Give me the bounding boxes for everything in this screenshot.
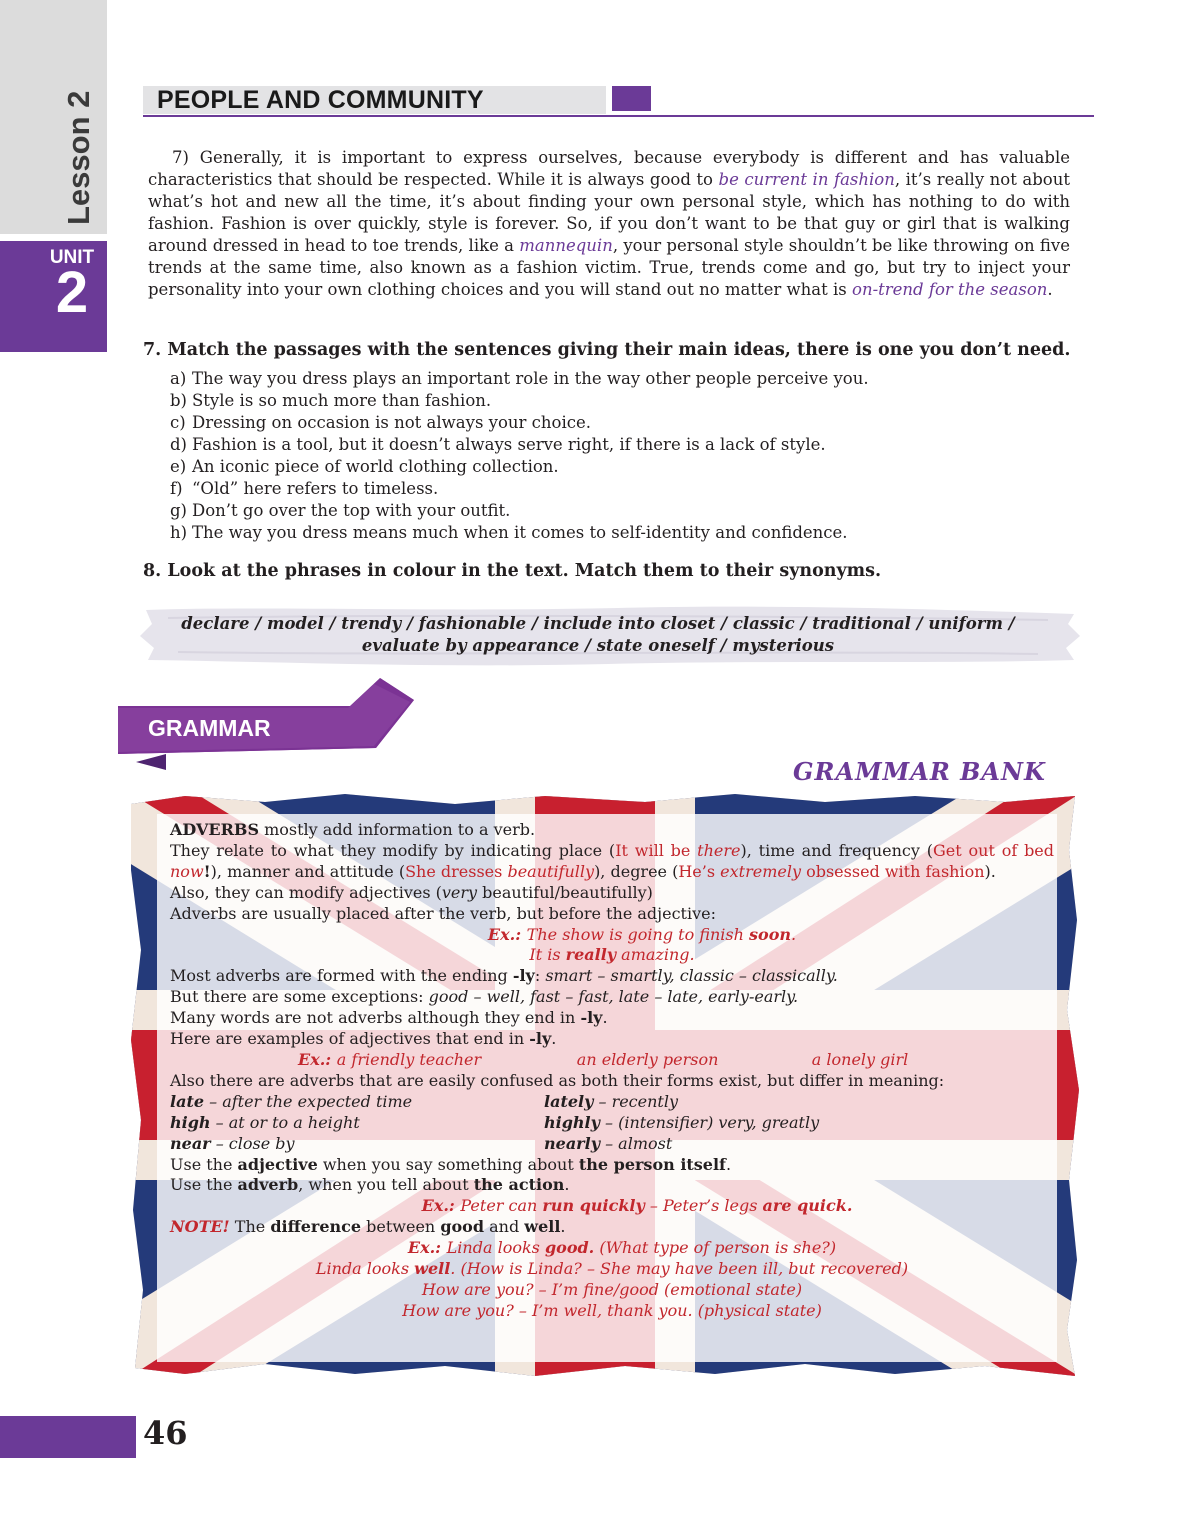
word-bank-line: evaluate by appearance / state oneself / mysterious	[361, 636, 835, 655]
term: nearly	[544, 1133, 600, 1153]
list-item	[170, 368, 869, 390]
example: (What type of person is she?)	[594, 1238, 837, 1258]
option-text: Dressing on occasion is not always your choice.	[192, 413, 592, 432]
ex-label: Ex.:	[407, 1238, 447, 1258]
text: Use the	[170, 1175, 238, 1195]
example: beautifully	[507, 861, 595, 881]
option-letter: d)	[170, 435, 187, 454]
word-bank	[143, 613, 1053, 657]
word-bank-line: declare / model / trendy / fashionable / include into closet / classic / traditional / uniform /	[181, 614, 1015, 633]
text: – almost	[599, 1133, 673, 1153]
text: ).	[984, 861, 996, 881]
term: highly	[544, 1112, 600, 1132]
list-item	[170, 478, 869, 500]
exercise-7-options	[170, 368, 869, 544]
text: – recently	[593, 1091, 678, 1111]
text: smart – smartly, classic – classically.	[545, 966, 838, 986]
highlight-phrase: be current in fashion	[718, 170, 895, 189]
grammar-bank-text	[170, 820, 1054, 1322]
unit-badge	[0, 241, 107, 352]
text: adverb	[237, 1175, 299, 1195]
example: Get out of bed	[933, 840, 1055, 860]
example: well	[414, 1259, 451, 1279]
lesson-label: Lesson 2	[61, 90, 96, 225]
example: a lonely girl	[811, 1049, 909, 1069]
text: -ly	[512, 966, 535, 986]
text: Also there are adverbs that are easily confused as both their forms exist, but differ in meaning:	[170, 1070, 945, 1090]
option-text: An iconic piece of world clothing collection.	[192, 457, 559, 476]
example: How are you? – I’m well, thank you. (physical state)	[402, 1300, 822, 1320]
example: amazing.	[616, 945, 695, 965]
list-item	[170, 434, 869, 456]
example: – Peter’s legs	[644, 1196, 763, 1216]
text: – close by	[210, 1133, 295, 1153]
example: .	[791, 924, 797, 944]
text: very	[441, 882, 478, 902]
option-text: “Old” here refers to timeless.	[192, 479, 439, 498]
text: the person itself	[578, 1154, 726, 1174]
example: there	[697, 840, 741, 860]
example: obsessed with fashion	[801, 861, 985, 881]
text: when you say something about	[317, 1154, 579, 1174]
text: the action	[473, 1175, 565, 1195]
example: extremely	[720, 861, 801, 881]
example: really	[565, 945, 617, 965]
example: How are you? – I’m fine/good (emotional state)	[421, 1279, 803, 1299]
footer-bar	[0, 1416, 136, 1458]
text: – at or to a height	[210, 1112, 360, 1132]
text: Most adverbs are formed with the ending	[170, 966, 513, 986]
option-letter: c)	[170, 413, 186, 432]
example: a friendly teacher	[336, 1049, 482, 1069]
list-item	[170, 412, 869, 434]
exercise-7-title: 7. Match the passages with the sentences giving their main ideas, there is one you don’t need.	[143, 340, 1071, 360]
passage-7	[148, 147, 1070, 301]
list-item	[170, 456, 869, 478]
text: adjective	[237, 1154, 318, 1174]
exercise-8-title: 8. Look at the phrases in colour in the text. Match them to their synonyms.	[143, 561, 882, 581]
text: Here are examples of adjectives that end in	[170, 1029, 530, 1049]
example: are quick.	[762, 1196, 853, 1216]
option-text: The way you dress means much when it comes to self-identity and confidence.	[192, 523, 848, 542]
passage-text: .	[1047, 280, 1053, 299]
example: It will be	[615, 840, 698, 860]
highlight-phrase: on-trend for the season	[852, 280, 1048, 299]
option-letter: e)	[170, 457, 187, 476]
example: . (How is Linda? – She may have been ill, but recovered)	[450, 1259, 909, 1279]
text: :	[534, 966, 546, 986]
example: Peter can	[460, 1196, 543, 1216]
text: But there are some exceptions:	[170, 987, 429, 1007]
text: ), time and frequency (	[740, 840, 933, 860]
example: run quickly	[542, 1196, 645, 1216]
text: between	[361, 1217, 441, 1237]
text: good – well, fast – fast, late – late, early-early.	[428, 987, 799, 1007]
term: near	[170, 1133, 211, 1153]
ex-label: Ex.:	[298, 1049, 337, 1069]
list-item	[170, 522, 869, 544]
text: The	[229, 1217, 271, 1237]
term: high	[170, 1112, 211, 1132]
text: -ly	[580, 1008, 603, 1028]
text: and	[484, 1217, 525, 1237]
text: , when you tell about	[298, 1175, 474, 1195]
text: well	[524, 1217, 561, 1237]
option-text: The way you dress plays an important role in the way other people perceive you.	[192, 369, 869, 388]
page-title: PEOPLE AND COMMUNITY	[157, 86, 484, 114]
text: difference	[270, 1217, 362, 1237]
unit-word: UNIT	[49, 247, 95, 268]
text: beautiful/beautifully)	[477, 882, 653, 902]
passage-text: , your personal style shouldn’t be like throwing on five trends at the same time, also known as a fashion victim. True, trends come and go, but try to inject your personality into your own clothing choices and you will stand out no matter what is	[148, 236, 1070, 299]
ex-label: Ex.:	[421, 1196, 461, 1216]
unit-number: 2	[55, 260, 89, 325]
example: Linda looks	[315, 1259, 415, 1279]
term: lately	[544, 1091, 594, 1111]
text: .	[560, 1217, 566, 1237]
text: .	[602, 1008, 608, 1028]
option-letter: a)	[170, 369, 187, 388]
text: .	[564, 1175, 570, 1195]
passage-text: , it’s really not about what’s hot and new all the time, it’s about finding your own personal style, which has nothing to do with fashion. Fashion is over quickly, style is forever. So, if you don’t want to be that guy or girl that is walking around dressed in head to toe trends, like a	[148, 170, 1070, 255]
note-label: NOTE!	[170, 1217, 230, 1237]
text: mostly add information to a verb.	[259, 820, 536, 839]
option-letter: h)	[170, 523, 188, 542]
header-rule	[143, 115, 1094, 117]
text: – after the expected time	[204, 1091, 413, 1111]
grammar-bank-title: GRAMMAR BANK	[793, 757, 1046, 786]
option-letter: g)	[170, 501, 187, 520]
list-item	[170, 500, 869, 522]
ex-label: Ex.:	[487, 924, 527, 944]
text: .	[551, 1029, 557, 1049]
example: Linda looks	[446, 1238, 545, 1258]
text: !	[203, 861, 211, 881]
header-accent-square	[612, 86, 651, 111]
option-text: Style is so much more than fashion.	[192, 391, 492, 410]
option-text: Fashion is a tool, but it doesn’t always serve right, if there is a lack of style.	[192, 435, 826, 454]
term: late	[170, 1091, 205, 1111]
page-number: 46	[143, 1414, 188, 1452]
text: .	[725, 1154, 732, 1174]
example: soon	[749, 924, 791, 944]
highlight-phrase: mannequin	[519, 236, 613, 255]
example: It is	[529, 945, 566, 965]
list-item	[170, 390, 869, 412]
example: The show is going to finish	[526, 924, 750, 944]
passage-text: 7) Generally, it is important to express ourselves, because everybody is different and has valuable characteristics that should be respected. While it is always good to	[148, 148, 1070, 189]
text: Use the	[170, 1154, 238, 1174]
text: ), degree (	[594, 861, 679, 881]
text: -ly	[529, 1029, 552, 1049]
term: ADVERBS	[170, 820, 259, 839]
example: now	[170, 861, 204, 881]
example: She dresses	[405, 861, 508, 881]
grammar-heading: GRAMMAR	[148, 715, 271, 741]
option-text: Don’t go over the top with your outfit.	[192, 501, 511, 520]
text: ), manner and attitude (	[210, 861, 406, 881]
option-letter: b)	[170, 391, 187, 410]
text: Also, they can modify adjectives (	[170, 882, 442, 902]
text: – (intensifier) very, greatly	[599, 1112, 820, 1132]
option-letter: f)	[170, 479, 183, 498]
text: Many words are not adverbs although they end in	[170, 1008, 581, 1028]
example: an elderly person	[576, 1049, 719, 1069]
example: good.	[544, 1238, 595, 1258]
example: He’s	[678, 861, 721, 881]
text: Adverbs are usually placed after the verb, but before the adjective:	[170, 903, 716, 923]
text: They relate to what they modify by indicating place (	[170, 840, 616, 860]
text: good	[440, 1217, 485, 1237]
